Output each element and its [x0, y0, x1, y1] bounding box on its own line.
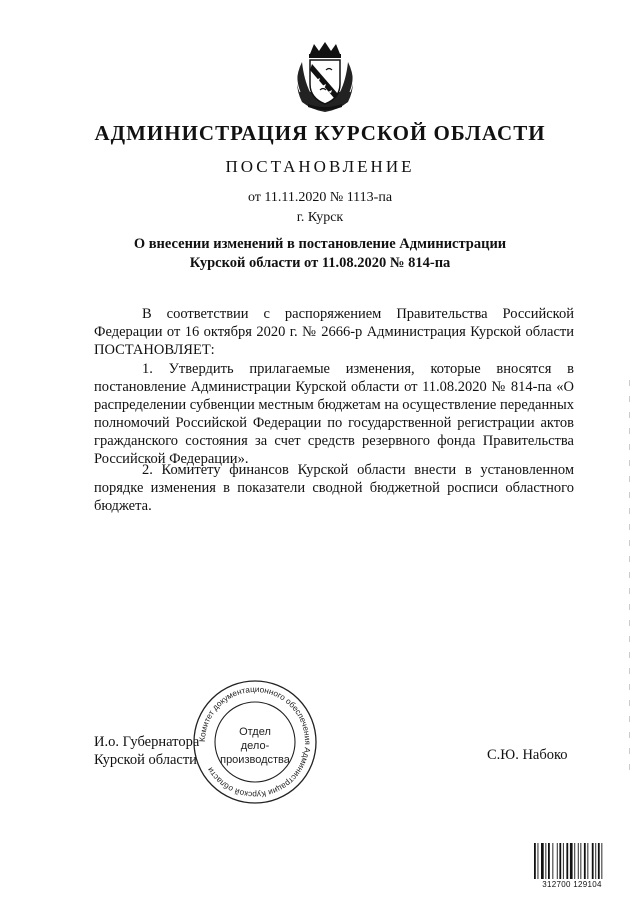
document-city: г. Курск: [296, 210, 344, 225]
signatory-position-line1: И.о. Губернатора: [94, 734, 200, 750]
barcode-bar: [552, 843, 553, 879]
scan-edge-mark: [628, 380, 631, 780]
barcode-bar: [580, 843, 581, 879]
item-1-paragraph: 1. Утвердить прилагаемые изменения, которые вносятся в постановление Администрации Курской области от 11.08.2020 № 814-па «О распределении субвенции местным бюджетам на осуществление переданных полномочий Российской Федерации по государственной регистрации актов гражданского состояния за счет средств резервного фонда Правительства Российской Федерации».: [94, 361, 574, 467]
barcode-bar: [592, 843, 594, 879]
barcode-bar: [578, 843, 579, 879]
organization-heading: АДМИНИСТРАЦИЯ КУРСКОЙ ОБЛАСТИ: [94, 121, 546, 145]
barcode-bar: [574, 843, 575, 879]
barcode-bar: [541, 843, 544, 879]
barcode-bar: [598, 843, 600, 879]
document-type: ПОСТАНОВЛЕНИЕ: [225, 157, 415, 176]
document-title-line2: Курской области от 11.08.2020 № 814-па: [189, 255, 451, 271]
document-date-number: от 11.11.2020 № 1113-па: [247, 190, 393, 205]
stamp-center-line1: Отдел: [239, 726, 271, 738]
barcode-bar: [587, 843, 588, 879]
office-stamp: [190, 677, 320, 807]
barcode-bar: [559, 843, 561, 879]
barcode-bar: [538, 843, 539, 879]
signatory-name: С.Ю. Набоко: [487, 747, 568, 763]
stamp-center-line2: дело-: [240, 740, 270, 752]
stamp-center-line3: производства: [220, 754, 290, 766]
preamble-paragraph: В соответствии с распоряжением Правительства Российской Федерации от 16 октября 2020 г. № 2666-р Администрация Курской области ПОСТАНОВЛЯЕТ:: [94, 306, 574, 358]
barcode-bar: [570, 843, 573, 879]
barcode: [533, 843, 611, 885]
item-2-paragraph: 2. Комитету финансов Курской области внести в установленном порядке изменения в показатели сводной бюджетной росписи областного бюджета.: [94, 462, 574, 514]
barcode-bar: [557, 843, 558, 879]
barcode-bar: [534, 843, 536, 879]
barcode-bar: [595, 843, 596, 879]
barcode-bar: [548, 843, 550, 879]
barcode-bar: [566, 843, 568, 879]
barcode-bar: [563, 843, 564, 879]
barcode-number: 312700 129104: [533, 880, 611, 889]
signatory-position-line2: Курской области: [94, 752, 197, 768]
coat-of-arms-icon: [290, 40, 360, 114]
stamp-ring-text: Комитет документационного обеспечения Администрации Курской области: [197, 684, 313, 800]
barcode-bar: [584, 843, 586, 879]
document-title-line1: О внесении изменений в постановление Администрации: [133, 236, 507, 252]
barcode-bar: [601, 843, 602, 879]
barcode-bar: [545, 843, 546, 879]
